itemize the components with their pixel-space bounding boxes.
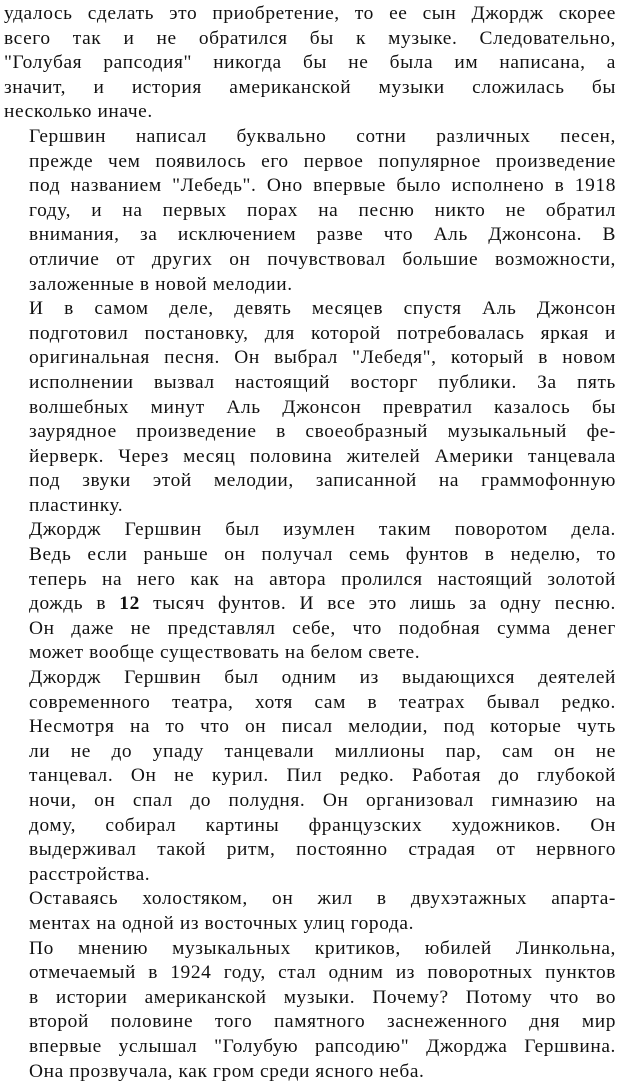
text-line: Джордж Гершвин был одним из выдающихся деятелей: [29, 667, 616, 689]
text-line: заложенные в новой мелодии.: [29, 273, 293, 295]
text-line: выдерживал такой ритм, постоянно страдая от нервного: [29, 839, 616, 861]
text-line: ли не до упаду танцевали миллионы пар, сам он не: [29, 740, 616, 762]
text-line: всего так и не обратился бы к музыке. Следовательно,: [4, 27, 616, 49]
text-line: Гершвин написал буквально сотни различных песен,: [29, 125, 616, 147]
text-line: оригинальная песня. Он выбрал "Лебедя", который в новом: [29, 347, 616, 369]
text-line: И в самом деле, девять месяцев спустя Аль Джонсон: [29, 298, 616, 320]
text-line: значит, и история американской музыки сложилась бы: [4, 76, 616, 98]
text-line: Он даже не представлял себе, что подобная сумма денег: [29, 617, 616, 639]
text-line: Джордж Гершвин был изумлен таким поворотом дела.: [29, 519, 616, 541]
bold-number: 12: [119, 593, 140, 615]
text-line: второй половине того памятного заснеженного дня мир: [29, 1011, 616, 1033]
text-line: дому, собирал картины французских художников. Он: [29, 814, 616, 836]
paragraph-7: [4, 937, 616, 1084]
text-line: под названием "Лебедь". Оно впервые было исполнено в 1918: [29, 175, 616, 197]
text-line: По мнению музыкальных критиков, юбилей Линкольна,: [29, 937, 616, 959]
text-line: пластинку.: [29, 494, 124, 516]
document-page: [4, 2, 616, 1084]
text-line: году, и на первых порах на песню никто не обратил: [29, 199, 616, 221]
text-line: исполнении вызвал настоящий восторг публики. За пять: [29, 371, 616, 393]
text-line: прежде чем появилось его первое популярное произведение: [29, 150, 616, 172]
text-line: под звуки этой мелодии, записанной на граммофонную: [29, 470, 616, 492]
text-line: Ведь если раньше он получал семь фунтов в неделю, то: [29, 544, 616, 566]
text-line: современного театра, хотя сам в театрах бывал редко.: [29, 691, 616, 713]
text-line: йерверк. Через месяц половина жителей Америки танцевала: [29, 445, 616, 467]
text-line: отмечаемый в 1924 году, стал одним из поворотных пунктов: [29, 962, 616, 984]
text-line: заурядное произведение в своеобразный музыкальный фе-: [29, 421, 616, 443]
text-line: несколько иначе.: [4, 101, 153, 123]
text-line: удалось сделать это приобретение, то ее сын Джордж скорее: [4, 3, 616, 24]
text-line: "Голубая рапсодия" никогда бы не была им написана, а: [4, 52, 616, 74]
text-line: расстройства.: [29, 863, 151, 885]
text-line: ментах на одной из восточных улиц города.: [29, 912, 415, 934]
text-line: отличие от других он почувствовал большие возможности,: [29, 248, 616, 270]
paragraph-5: [4, 666, 616, 887]
paragraph-4: [4, 518, 616, 666]
text-line: Несмотря на то что он писал мелодии, под которые чуть: [29, 716, 616, 738]
text-line-bold-number: дождь в 12 тысяч фунтов. И все это лишь за одну песню.: [29, 593, 616, 615]
text-line: Оставаясь холостяком, он жил в двухэтажных апарта-: [29, 888, 616, 910]
text-line: волшебных минут Аль Джонсон превратил казалось бы: [29, 396, 616, 418]
text-line: впервые услышал "Голубую рапсодию" Джорджа Гершвина.: [29, 1035, 616, 1057]
text-line: Она прозвучала, как гром среди ясного неба.: [29, 1060, 425, 1082]
text-line: может вообще существовать на белом свете.: [29, 642, 421, 664]
paragraph-2: [4, 125, 616, 297]
paragraph-6: [4, 887, 616, 936]
paragraph-1: [4, 2, 616, 125]
paragraph-3: [4, 297, 616, 518]
text-line: в истории американской музыки. Почему? Потому что во: [29, 986, 616, 1008]
text-line: ночи, он спал до полудня. Он организовал гимназию на: [29, 790, 616, 811]
text-line: теперь на него как на автора пролился настоящий золотой: [29, 568, 616, 590]
text-line: внимания, за исключением разве что Аль Джонсона. В: [29, 224, 616, 246]
text-line: танцевал. Он не курил. Пил редко. Работая до глубокой: [29, 765, 616, 787]
text-line: подготовил постановку, для которой потребовалась яркая и: [29, 322, 616, 344]
